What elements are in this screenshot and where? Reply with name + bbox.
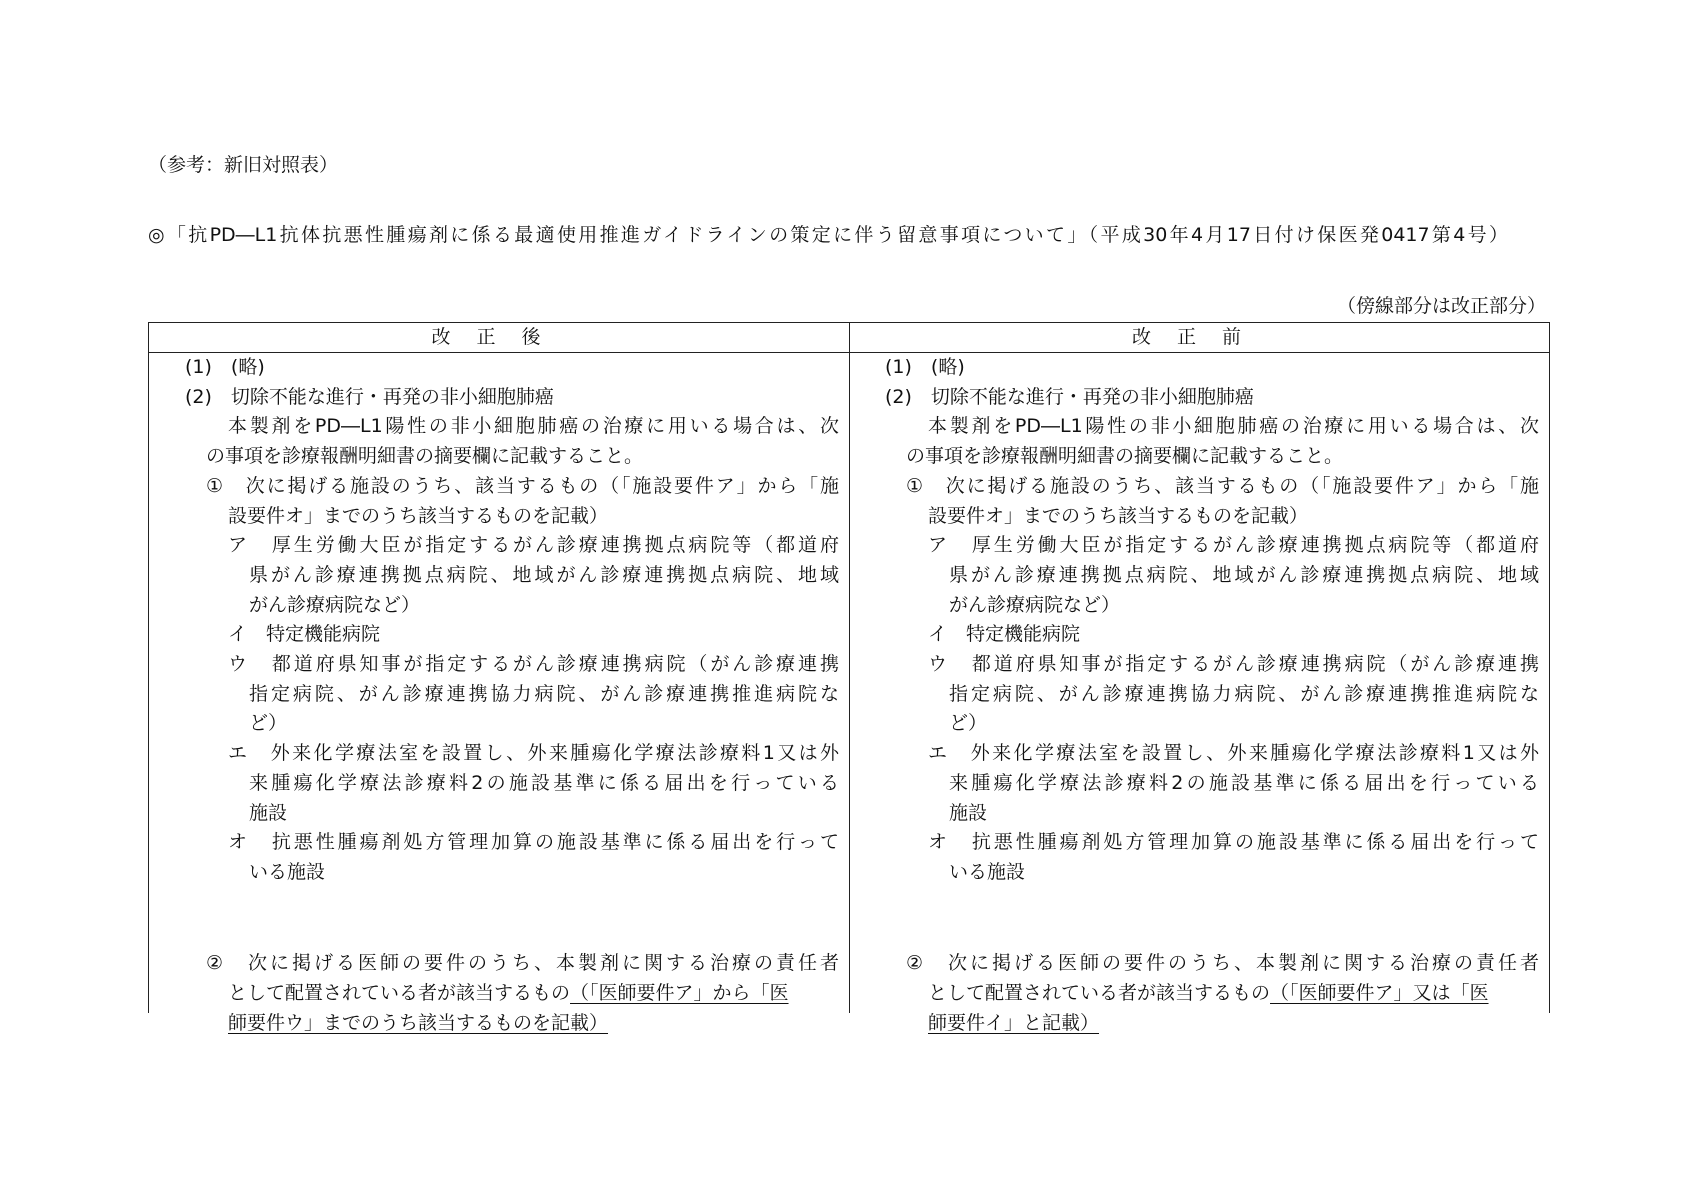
table-line xyxy=(928,652,1539,676)
line-text: 本製剤をPD―L1陽性の非小細胞肺癌の治療に用いる場合は、次 xyxy=(228,415,839,438)
table-line xyxy=(228,533,839,557)
table-line xyxy=(885,355,965,379)
line-text: エ 外来化学療法室を設置し、外来腫瘍化学療法診療料1又は外 xyxy=(928,742,1539,765)
table-line xyxy=(928,981,1489,1005)
table-line xyxy=(206,951,839,975)
line-text: として配置されている者が該当するもの xyxy=(228,982,571,1004)
column-divider xyxy=(849,323,850,1013)
line-text: 来腫瘍化学療法診療料2の施設基準に係る届出を行っている xyxy=(949,771,1539,794)
underlined-revision-text: 師要件ウ」までのうち該当するものを記載） xyxy=(228,1011,609,1034)
line-text: 県がん診療連携拠点病院、地域がん診療連携拠点病院、地域 xyxy=(949,563,1539,586)
table-line xyxy=(228,622,380,646)
line-text: イ 特定機能病院 xyxy=(228,623,381,646)
line-text: 来腫瘍化学療法診療料2の施設基準に係る届出を行っている xyxy=(249,771,839,794)
underlined-revision-text: （「医師要件ア」から「医 xyxy=(570,982,789,1004)
table-line xyxy=(249,711,287,735)
table-line xyxy=(906,951,1539,975)
table-line xyxy=(228,981,789,1005)
table-line xyxy=(249,563,839,587)
table-line xyxy=(949,593,1120,617)
line-text: 県がん診療連携拠点病院、地域がん診療連携拠点病院、地域 xyxy=(249,563,839,586)
table-line xyxy=(949,682,1539,706)
table-line xyxy=(949,711,987,735)
table-line xyxy=(949,771,1539,795)
line-text: 設要件オ」までのうち該当するものを記載） xyxy=(928,504,1309,527)
line-text: イ 特定機能病院 xyxy=(928,623,1081,646)
document-title: ◎「抗PD―L1抗体抗悪性腫瘍剤に係る最適使用推進ガイドラインの策定に伴う留意事項について」（平成30年4月17日付け保医発0417第4号） xyxy=(148,224,1508,246)
table-line xyxy=(949,801,987,825)
line-text: がん診療病院など） xyxy=(249,593,421,616)
table-line xyxy=(185,385,554,409)
line-text: オ 抗悪性腫瘍剤処方管理加算の施設基準に係る届出を行って xyxy=(228,831,839,854)
line-text: ウ 都道府県知事が指定するがん診療連携病院（がん診療連携 xyxy=(928,653,1539,675)
table-line xyxy=(949,860,1025,884)
line-text: (1) (略) xyxy=(185,356,265,378)
table-line xyxy=(928,504,1308,528)
table-line xyxy=(228,652,839,676)
table-line xyxy=(249,682,839,706)
table-line xyxy=(228,1011,608,1035)
line-text: (1) (略) xyxy=(885,356,965,378)
table-line xyxy=(885,385,1254,409)
line-text: の事項を診療報酬明細書の摘要欄に記載すること。 xyxy=(906,445,1344,468)
table-line xyxy=(949,563,1539,587)
underline-note: （傍線部分は改正部分） xyxy=(1336,295,1546,317)
line-text: の事項を診療報酬明細書の摘要欄に記載すること。 xyxy=(206,445,644,468)
line-text: 本製剤をPD―L1陽性の非小細胞肺癌の治療に用いる場合は、次 xyxy=(928,415,1539,438)
table-line xyxy=(928,414,1539,438)
line-text: ア 厚生労働大臣が指定するがん診療連携拠点病院等（都道府 xyxy=(228,534,839,557)
line-text: として配置されている者が該当するもの xyxy=(928,982,1271,1004)
line-text: 指定病院、がん診療連携協力病院、がん診療連携推進病院な xyxy=(249,682,839,705)
header-after-revision: 改正後 xyxy=(431,326,567,348)
line-text: いる施設 xyxy=(249,860,326,883)
line-text: エ 外来化学療法室を設置し、外来腫瘍化学療法診療料1又は外 xyxy=(228,742,839,765)
table-line xyxy=(228,504,608,528)
table-line xyxy=(906,444,1343,468)
line-text: ① 次に掲げる施設のうち、該当するもの（「施設要件ア」から「施 xyxy=(206,474,839,497)
line-text: (2) 切除不能な進行・再発の非小細胞肺癌 xyxy=(185,385,554,408)
line-text: (2) 切除不能な進行・再発の非小細胞肺癌 xyxy=(885,385,1254,408)
table-line xyxy=(228,741,839,765)
table-line xyxy=(206,444,643,468)
line-text: ア 厚生労働大臣が指定するがん診療連携拠点病院等（都道府 xyxy=(928,534,1539,557)
table-line xyxy=(928,830,1539,854)
table-line xyxy=(228,414,839,438)
line-text: いる施設 xyxy=(949,860,1026,883)
line-text: 設要件オ」までのうち該当するものを記載） xyxy=(228,504,609,527)
table-line xyxy=(206,474,839,498)
reference-label: （参考：新旧対照表） xyxy=(148,154,339,176)
line-text: 施設 xyxy=(249,801,288,824)
table-line xyxy=(928,533,1539,557)
line-text: オ 抗悪性腫瘍剤処方管理加算の施設基準に係る届出を行って xyxy=(928,831,1539,854)
line-text: 施設 xyxy=(949,801,988,824)
line-text: ど） xyxy=(949,712,988,735)
table-line xyxy=(228,830,839,854)
header-before-revision: 改正前 xyxy=(1131,326,1267,348)
table-line xyxy=(928,622,1080,646)
underlined-revision-text: 師要件イ」と記載） xyxy=(928,1011,1100,1034)
table-line xyxy=(249,593,420,617)
line-text: がん診療病院など） xyxy=(949,593,1121,616)
table-line xyxy=(906,474,1539,498)
table-line xyxy=(185,355,265,379)
line-text: ② 次に掲げる医師の要件のうち、本製剤に関する治療の責任者 xyxy=(906,952,1539,975)
line-text: ウ 都道府県知事が指定するがん診療連携病院（がん診療連携 xyxy=(228,653,839,675)
underlined-revision-text: （「医師要件ア」又は「医 xyxy=(1270,982,1489,1004)
line-text: 指定病院、がん診療連携協力病院、がん診療連携推進病院な xyxy=(949,682,1539,705)
table-line xyxy=(249,771,839,795)
table-line xyxy=(928,1011,1099,1035)
table-line xyxy=(928,741,1539,765)
line-text: ② 次に掲げる医師の要件のうち、本製剤に関する治療の責任者 xyxy=(206,952,839,975)
table-line xyxy=(249,801,287,825)
line-text: ① 次に掲げる施設のうち、該当するもの（「施設要件ア」から「施 xyxy=(906,474,1539,497)
table-line xyxy=(249,860,325,884)
comparison-table xyxy=(148,322,1550,1034)
line-text: ど） xyxy=(249,712,288,735)
